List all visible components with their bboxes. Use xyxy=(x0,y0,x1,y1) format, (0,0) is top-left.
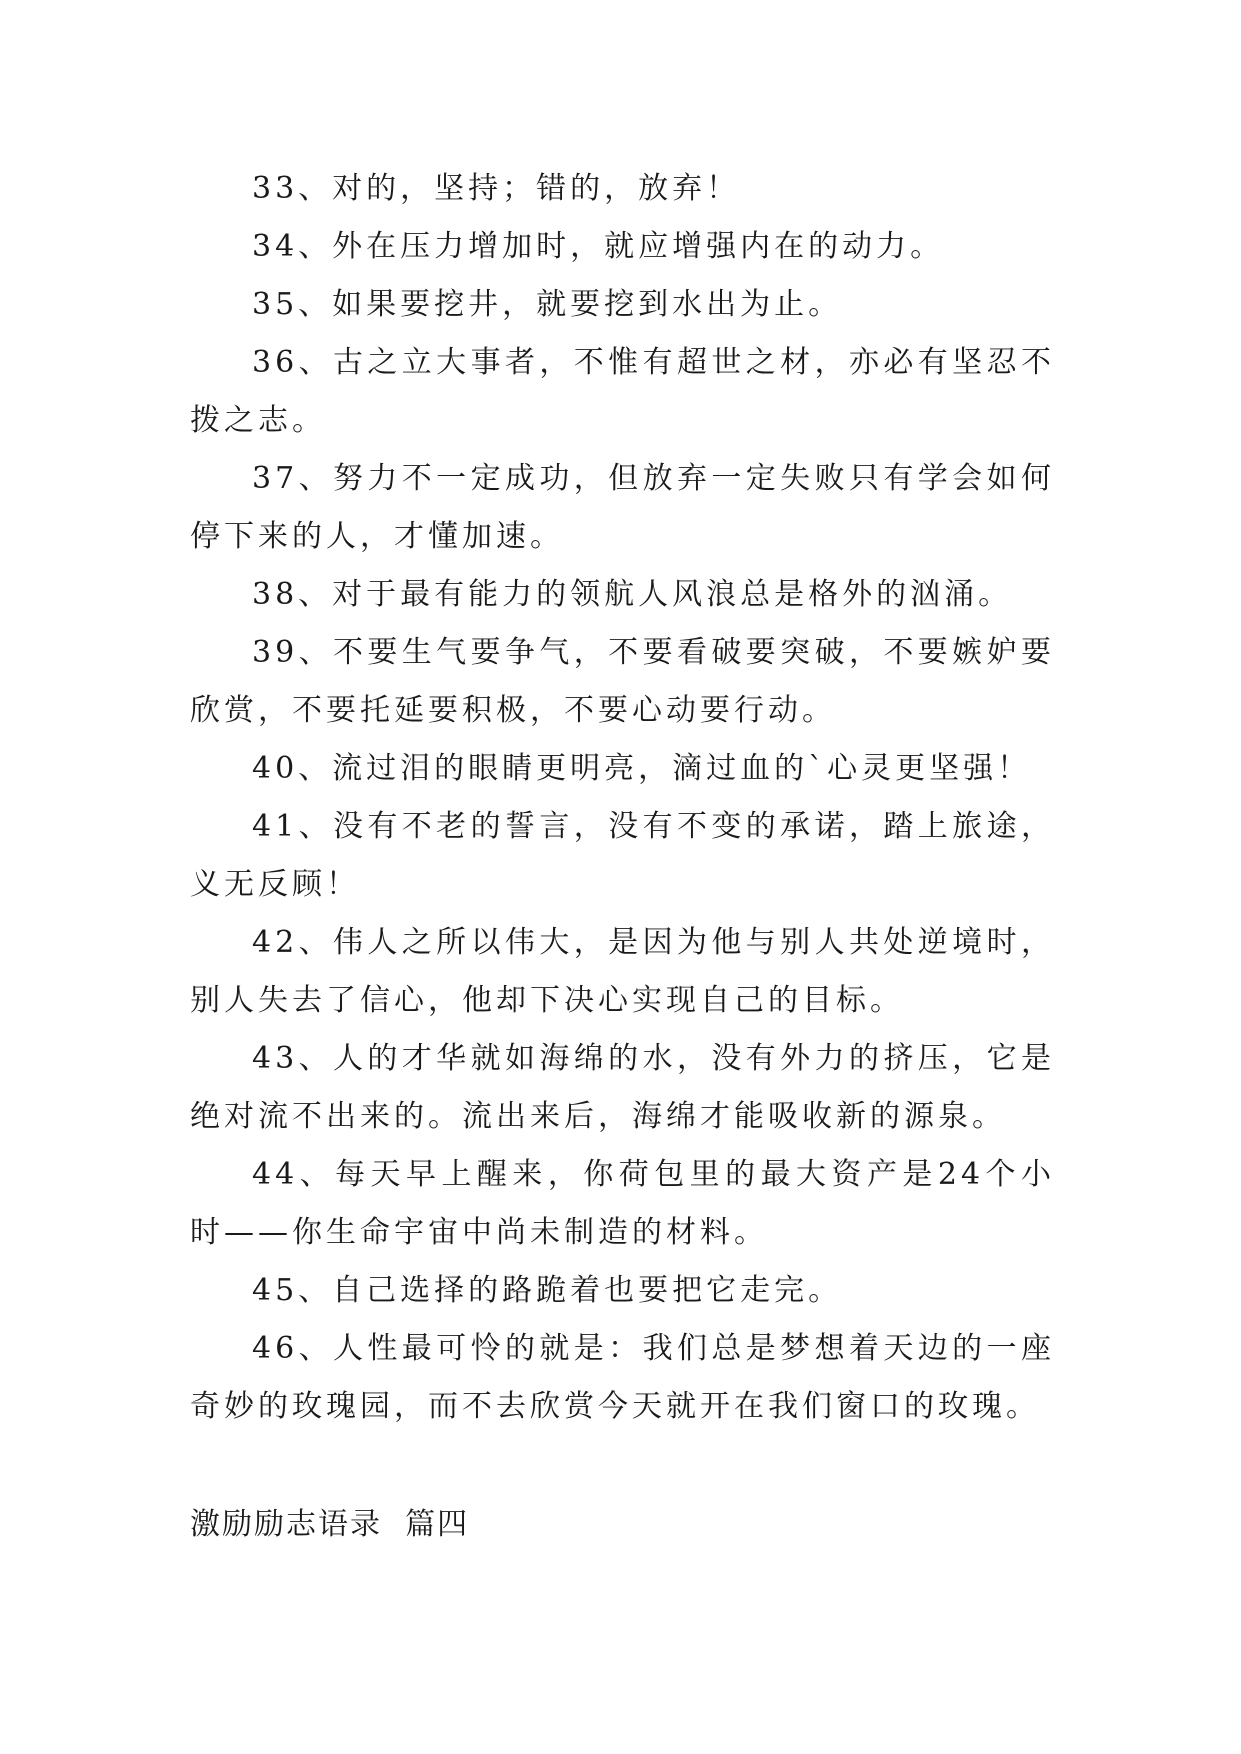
quote-37: 37、努力不一定成功，但放弃一定失败只有学会如何停下来的人，才懂加速。 xyxy=(190,461,1055,554)
quote-39: 39、不要生气要争气，不要看破要突破，不要嫉妒要欣赏，不要托延要积极，不要心动要行动。 xyxy=(190,635,1055,728)
quote-46: 46、人性最可怜的就是：我们总是梦想着天边的一座奇妙的玫瑰园，而不去欣赏今天就开在我们窗口的玫瑰。 xyxy=(190,1331,1055,1424)
quote-41: 41、没有不老的誓言，没有不变的承诺，踏上旅途，义无反顾！ xyxy=(190,809,1055,902)
quote-43: 43、人的才华就如海绵的水，没有外力的挤压，它是绝对流不出来的。流出来后，海绵才能吸收新的源泉。 xyxy=(190,1041,1055,1134)
quote-33: 33、对的，坚持；错的，放弃！ xyxy=(252,171,741,206)
quote-list xyxy=(190,160,1055,1436)
quote-42: 42、伟人之所以伟大，是因为他与别人共处逆境时，别人失去了信心，他却下决心实现自己的目标。 xyxy=(190,925,1055,1018)
quote-40: 40、流过泪的眼睛更明亮，滴过血的`心灵更坚强！ xyxy=(252,751,1032,786)
quote-45: 45、自己选择的路跪着也要把它走完。 xyxy=(252,1273,843,1308)
quote-34: 34、外在压力增加时，就应增强内在的动力。 xyxy=(252,229,945,264)
quote-38: 38、对于最有能力的领航人风浪总是格外的汹涌。 xyxy=(252,577,1013,612)
quote-36: 36、古之立大事者，不惟有超世之材，亦必有坚忍不拨之志。 xyxy=(190,345,1055,438)
section-title: 激励励志语录 篇四 xyxy=(190,1507,470,1542)
quote-35: 35、如果要挖井，就要挖到水出为止。 xyxy=(252,287,843,322)
quote-44: 44、每天早上醒来，你荷包里的最大资产是24个小时——你生命宇宙中尚未制造的材料。 xyxy=(190,1157,1055,1250)
